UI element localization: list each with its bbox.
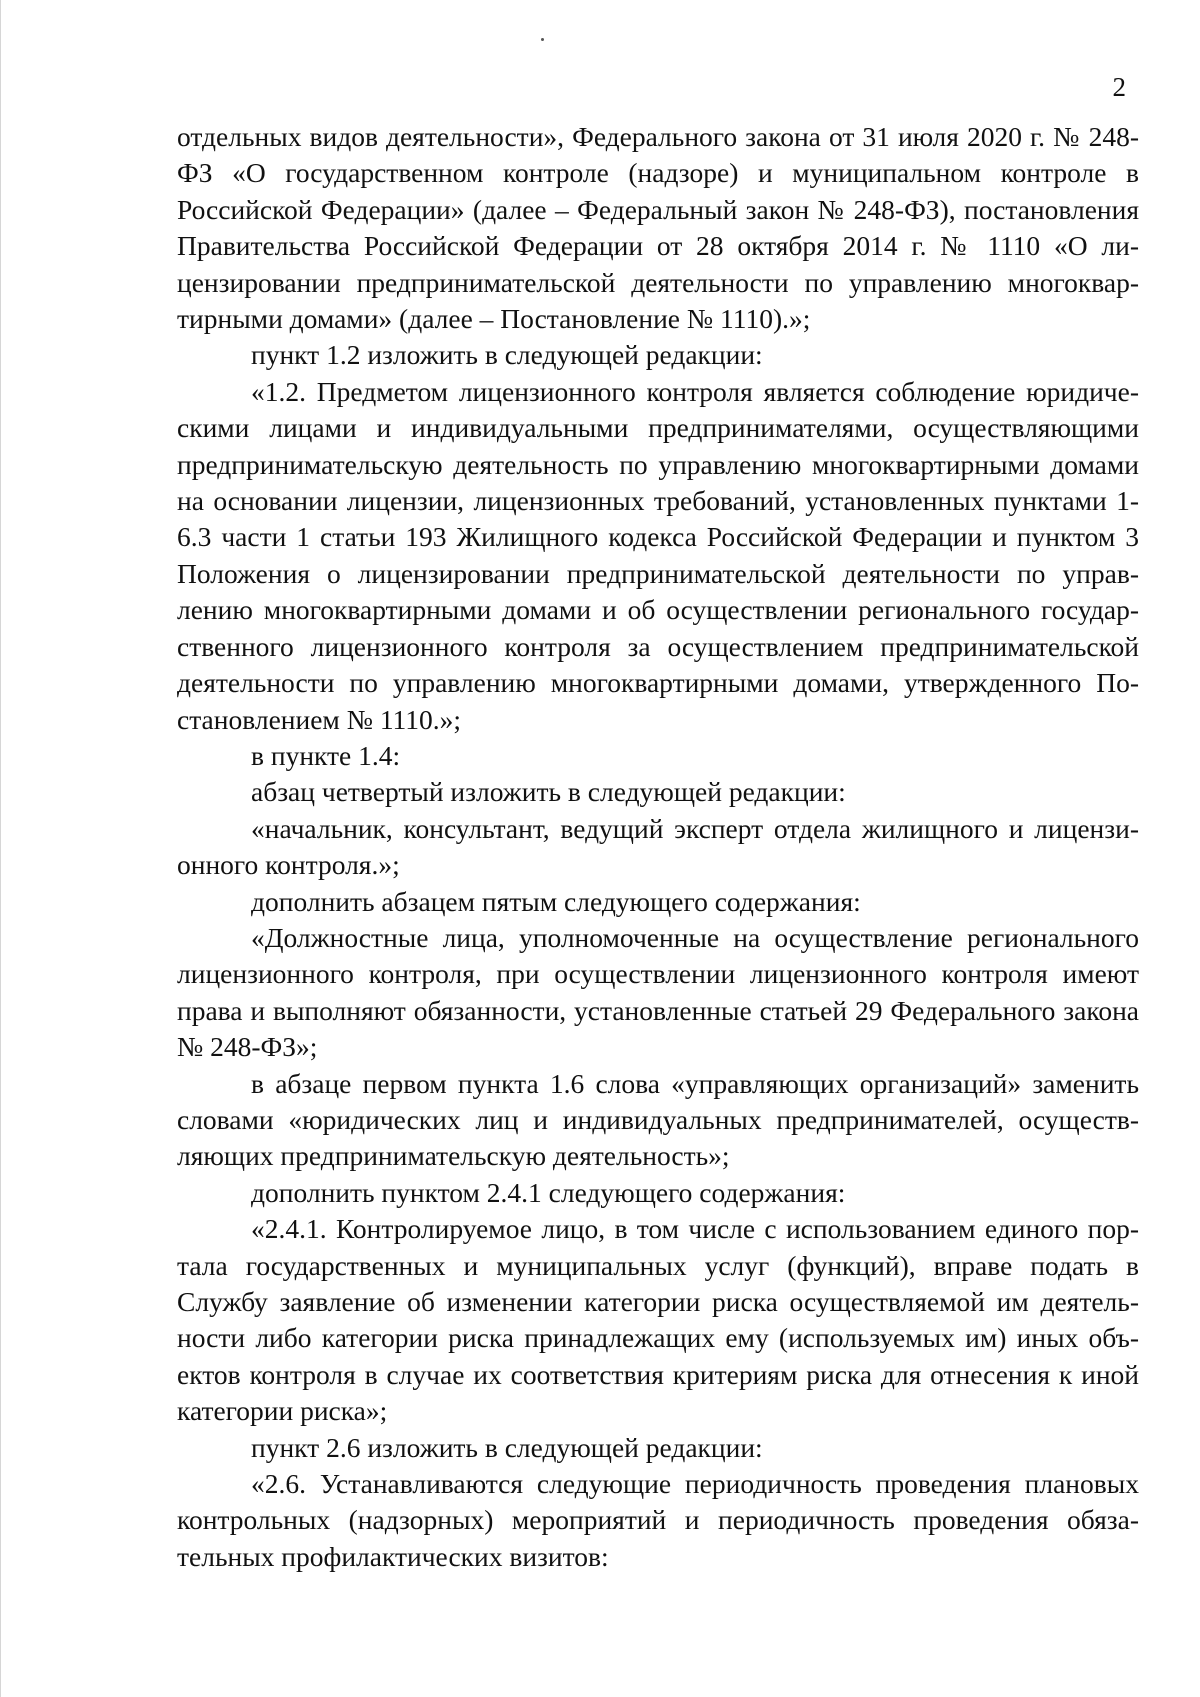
paragraph-2: пункт 1.2 изложить в следующей редакции: (251, 339, 763, 371)
paragraph-4: в пункте 1.4: (251, 739, 401, 771)
paragraph-6: «начальник, консультант, ведущий эксперт отдела жилищного и лицензионного контроля.»; (177, 812, 1139, 881)
paragraph-9: в абзаце первом пункта 1.6 слова «управляющих организаций» заменить словами «юридических лиц и индивидуальных предпринимателей, осуществляющих предпринимательскую деятельность»; (177, 1067, 1139, 1172)
paragraph-11: «2.4.1. Контролируемое лицо, в том числе с использованием единого портала государственных и муниципальных услуг (функций), вправе подать в Службу заявление об изменении категории риска осуществляемой им деятельности либо категории риска принадлежащих ему (используемых им) иных объектов контроля в случае их соответствия критериям риска для отнесения к иной категории риска»; (177, 1213, 1139, 1427)
document-body (177, 119, 1139, 1575)
paragraph-12: пункт 2.6 изложить в следующей редакции: (251, 1431, 763, 1463)
paragraph-10: дополнить пунктом 2.4.1 следующего содержания: (251, 1176, 846, 1208)
paragraph-7: дополнить абзацем пятым следующего содержания: (251, 885, 861, 917)
paragraph-5: абзац четвертый изложить в следующей редакции: (251, 776, 846, 808)
paragraph-3: «1.2. Предметом лицензионного контроля является соблюдение юридическими лицами и индивидуальными предпринимателями, осуществляющими предпринимательскую деятельность по управлению многоквартирными домами на основании лицензии, лицензионных требований, установленных пунктами 1-6.3 части 1 статьи 193 Жилищного кодекса Российской Федерации и пунктом 3 Положения о лицензировании предпринимательской деятельности по управлению многоквартирными домами и об осуществлении регионального государственного лицензионного контроля за осуществлением предпринимательской деятельности по управлению многоквартирными домами, утвержденного Постановлением № 1110.»; (177, 375, 1139, 735)
scan-speck (541, 38, 544, 41)
paragraph-13: «2.6. Устанавливаются следующие периодичность проведения плановых контрольных (надзорных) мероприятий и периодичность проведения обязательных профилактических визитов: (177, 1468, 1139, 1572)
page-number: 2 (1112, 72, 1126, 102)
paragraph-8: «Должностные лица, уполномоченные на осуществление регионального лицензионного контроля, при осуществлении лицензионного контроля имеют права и выполняют обязанности, установленные статьей 29 Федерального закона № 248-ФЗ»; (177, 921, 1139, 1063)
paragraph-1: отдельных видов деятельности», Федерального закона от 31 июля 2020 г. № 248-ФЗ «О государственном контроле (надзоре) и муниципальном контроле в Российской Федерации» (далее – Федеральный закон № 248-ФЗ), постановления Правительства Российской Федерации от 28 октября 2014 г. № 1110 «О лицензировании предпринимательской деятельности по управлению многоквартирными домами» (далее – Постановление № 1110).»; (177, 121, 1139, 335)
